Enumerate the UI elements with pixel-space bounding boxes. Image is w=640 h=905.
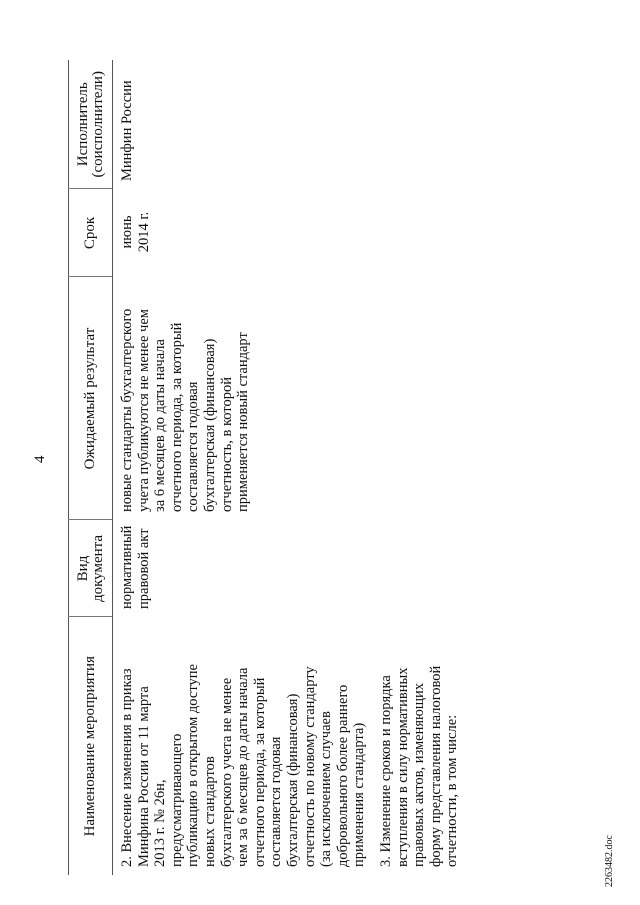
row-result <box>372 277 465 520</box>
header-term: Срок <box>69 189 113 277</box>
row-term <box>372 189 465 277</box>
table-row <box>113 60 372 875</box>
measures-table <box>68 60 465 875</box>
file-name-footer: 2263482.doc <box>604 835 615 887</box>
page-number: 4 <box>32 455 48 463</box>
header-doc-type: Вид документа <box>69 520 113 617</box>
row-doc-type: нормативный правовой акт <box>119 525 152 609</box>
table-header-row <box>69 60 113 875</box>
row-result: новые стандарты бухгалтерского учета публикуются не менее чем за 6 месяцев до даты начала отчетного периода, за который составляется годовая бухгалтерская (финансовая) отчетность, в которой применяется новый стандарт <box>119 308 252 512</box>
header-result: Ожидаемый результат <box>69 277 113 520</box>
row-executor <box>372 60 465 189</box>
header-action: Наименование мероприятия <box>69 617 113 875</box>
row-term: июнь 2014 г. <box>119 211 152 253</box>
row-executor: Минфин России <box>119 80 135 181</box>
header-executor: Исполнитель (соисполнители) <box>69 60 113 189</box>
row-doc-type <box>372 520 465 617</box>
row-action: 3. Изменение сроков и порядка вступления в силу нормативных правовых актов, изменяющих форму представления налоговой отчетности, в том числе: <box>377 665 461 867</box>
row-action: 2. Внесение изменения в приказ Минфина России от 11 марта 2013 г. № 26н, предусматривающего публикацию в открытом доступе новых стандартов бухгалтерского учета не менее чем за 6 месяцев до даты начала отчетного периода, за который составляется годовая бухгалтерская (финансовая) отчетность по новому стандарту (за исключением случаев добровольного более раннего применения стандарта) <box>119 664 368 867</box>
table-row <box>372 60 465 875</box>
